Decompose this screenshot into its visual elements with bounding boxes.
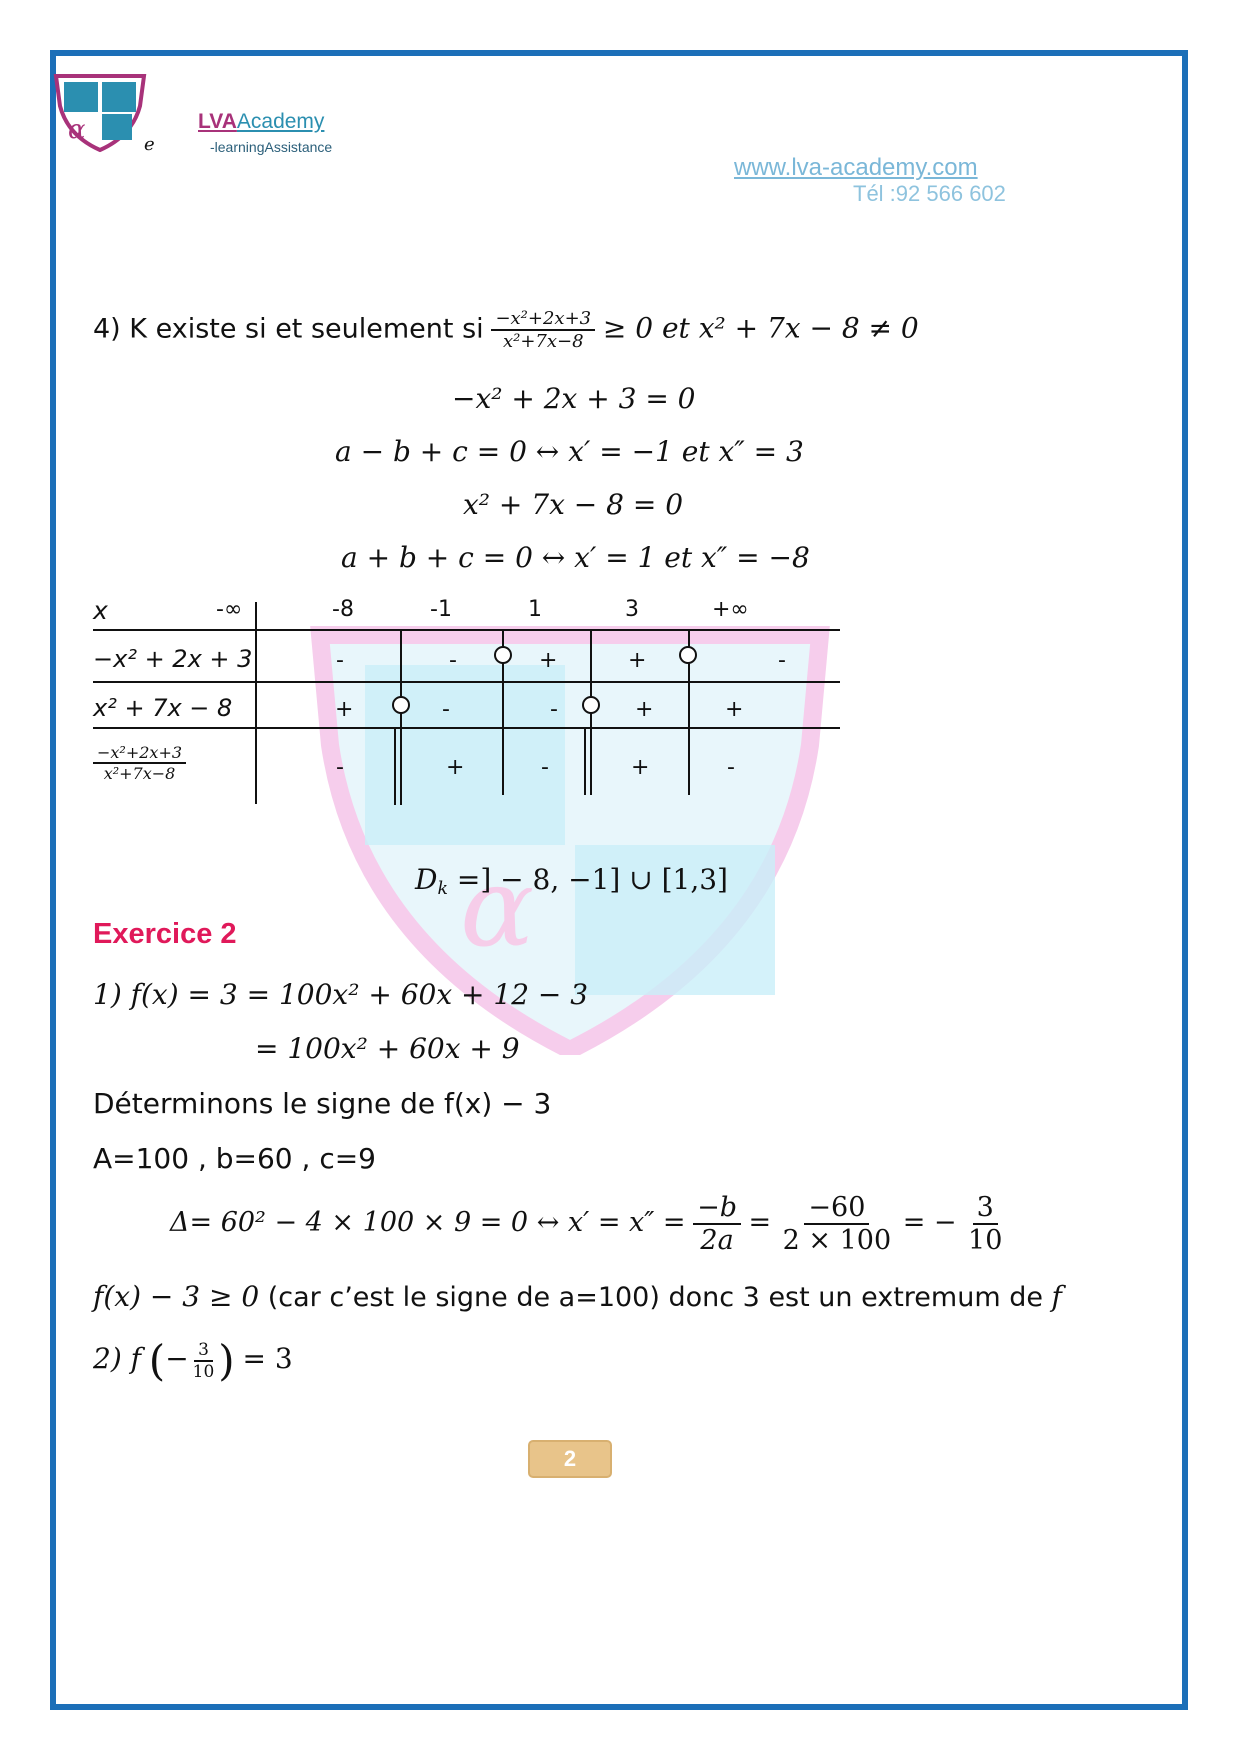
row3-sign: -	[336, 755, 344, 780]
logo-e: e	[144, 134, 155, 155]
critical-line	[400, 629, 402, 805]
row3-denominator: x²+7x−8	[103, 764, 176, 783]
header-value: -1	[430, 597, 452, 622]
fraction-denominator: 2 × 100	[782, 1225, 892, 1256]
question-2: 2) f	[93, 1341, 142, 1375]
zero-marker	[392, 696, 410, 714]
ex2-line-4: A=100 , b=60 , c=9	[93, 1142, 376, 1175]
ex2-line-6	[93, 1280, 1062, 1313]
row2-label: x² + 7x − 8	[93, 694, 233, 722]
row2-sign: -	[442, 697, 450, 722]
row1-label: −x² + 2x + 3	[93, 645, 253, 673]
fraction-denominator: 10	[192, 1361, 215, 1382]
svg-text:α: α	[460, 843, 535, 971]
equation-2: a − b + c = 0 ↔ x′ = −1 et x″ = 3	[335, 435, 804, 468]
lva-logo-icon	[52, 72, 150, 154]
domain-subscript: k	[437, 879, 448, 900]
brand-name	[198, 110, 324, 134]
table-x-label: x	[93, 596, 108, 625]
brand-tagline: -learningAssistance	[210, 139, 333, 155]
fraction-numerator: −x²+2x+3	[491, 308, 595, 331]
zero-marker	[494, 646, 512, 664]
brand-lva: LVA	[198, 110, 237, 133]
row1-sign: -	[449, 648, 457, 673]
forbidden-double-line	[394, 727, 396, 805]
inequality: f(x) − 3 ≥ 0	[93, 1280, 260, 1313]
condition-rest: ≥ 0 et x² + 7x − 8 ≠ 0	[602, 311, 919, 345]
row3-sign: +	[446, 755, 465, 780]
row3-sign: -	[541, 755, 549, 780]
fraction-numerator: 3	[194, 1340, 213, 1362]
header-value: 1	[528, 597, 542, 622]
row3-fraction	[93, 743, 186, 783]
table-rule	[93, 681, 840, 683]
row2-sign: -	[550, 697, 558, 722]
table-rule	[93, 727, 840, 729]
domain-symbol: D	[415, 863, 438, 896]
equals-minus: = −	[902, 1207, 957, 1239]
page-number: 2	[528, 1440, 612, 1478]
discriminant-text: Δ= 60² − 4 × 100 × 9 = 0 ↔ x′ = x″ =	[170, 1207, 686, 1239]
equation-3: x² + 7x − 8 = 0	[463, 488, 684, 521]
table-rule	[93, 629, 840, 631]
row2-sign: +	[335, 697, 354, 722]
equation-1: −x² + 2x + 3 = 0	[452, 382, 696, 415]
fraction-b-over-2a	[693, 1192, 741, 1256]
function-f: f	[1051, 1280, 1062, 1313]
existence-condition	[93, 308, 919, 352]
ex2-line-1: 1) f(x) = 3 = 100x² + 60x + 12 − 3	[93, 978, 589, 1011]
header-value: 3	[625, 597, 639, 622]
row1-sign: +	[628, 648, 647, 673]
fraction-denominator: 10	[968, 1225, 1003, 1256]
row3-sign: +	[631, 755, 650, 780]
ex2-line-3: Déterminons le signe de f(x) − 3	[93, 1087, 552, 1120]
ex2-line-7: 2) f (− $\frac{3}{10}$ ) = 3	[93, 1336, 293, 1385]
row2-sign: +	[725, 697, 744, 722]
row2-sign: +	[635, 697, 654, 722]
equation-4: a + b + c = 0 ↔ x′ = 1 et x″ = −8	[341, 541, 810, 574]
fraction-3-over-10-small	[189, 1340, 219, 1382]
fraction-numerator: 3	[973, 1192, 998, 1225]
domain-interval: =] − 8, −1] ∪ [1,3]	[447, 863, 728, 896]
row3-sign: -	[727, 755, 735, 780]
equals-sign: =	[748, 1207, 772, 1239]
website-link[interactable]: www.lva-academy.com	[734, 154, 978, 181]
header-value: -8	[332, 597, 354, 622]
conclusion-text: (car c’est le signe de a=100) donc 3 est un extremum de	[259, 1282, 1052, 1313]
exercise-title: Exercice 2	[93, 918, 237, 950]
discriminant-line	[170, 1192, 1006, 1256]
ex2-line-2: = 100x² + 60x + 9	[255, 1032, 520, 1065]
fraction-60-over-200	[779, 1192, 896, 1256]
fraction-numerator: −b	[693, 1192, 741, 1225]
row1-sign: +	[539, 648, 558, 673]
result-value: = 3	[242, 1341, 293, 1375]
fraction-denominator: x²+7x−8	[502, 331, 584, 352]
phone-number: Tél :92 566 602	[853, 181, 1006, 206]
table-separator	[255, 602, 257, 804]
forbidden-double-line	[584, 727, 586, 795]
row1-sign: -	[336, 648, 344, 673]
condition-intro: 4) K existe si et seulement si	[93, 313, 484, 345]
condition-fraction	[491, 308, 595, 352]
fraction-3-over-10	[964, 1192, 1006, 1256]
zero-marker	[679, 646, 697, 664]
zero-marker	[582, 696, 600, 714]
svg-text:α: α	[68, 115, 86, 145]
brand-academy: Academy	[236, 110, 325, 133]
row3-label	[93, 743, 186, 783]
fraction-numerator: −60	[804, 1192, 869, 1225]
header-value: -∞	[216, 597, 243, 622]
domain-result	[415, 863, 728, 900]
header-value: +∞	[712, 597, 749, 622]
row1-sign: -	[778, 648, 786, 673]
fraction-denominator: 2a	[700, 1225, 734, 1256]
row3-numerator: −x²+2x+3	[93, 743, 186, 764]
